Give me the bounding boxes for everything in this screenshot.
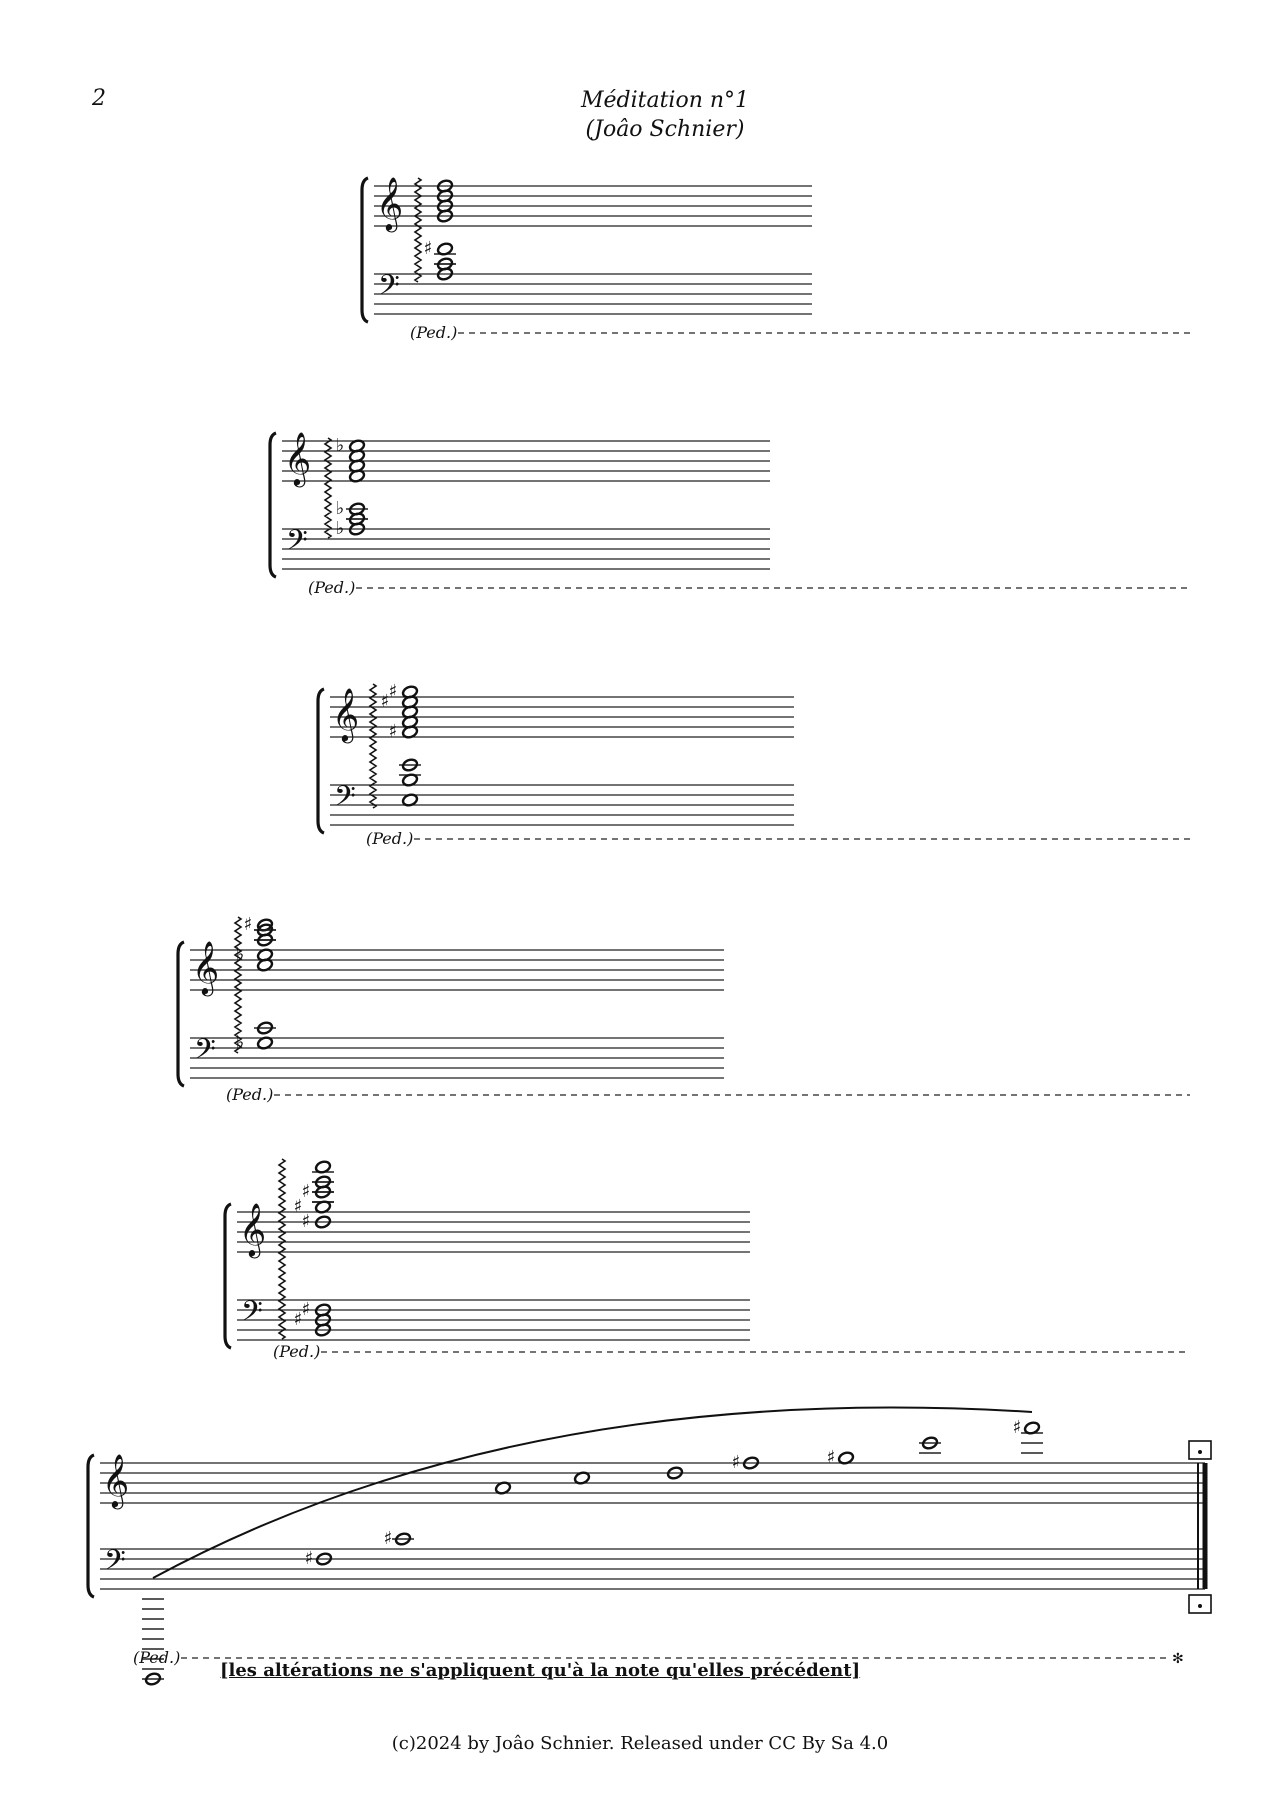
- pedal-marking: (Ped.): [308, 578, 356, 597]
- sharp-accidental: ♯: [243, 914, 253, 935]
- flat-accidental: ♭: [335, 518, 345, 539]
- page-number: 2: [92, 86, 106, 111]
- bass-clef: 𝄢: [194, 1033, 216, 1073]
- sharp-accidental: ♯: [826, 1447, 836, 1468]
- pedal-marking: (Ped.): [410, 323, 458, 342]
- sharp-accidental: ♯: [293, 1196, 303, 1217]
- arpeggio-sign: [325, 438, 331, 538]
- treble-clef: 𝄞: [284, 431, 312, 485]
- system-bracket: [225, 1204, 231, 1348]
- pedal-marking: (Ped.): [226, 1085, 274, 1104]
- bass-clef: 𝄢: [241, 1295, 263, 1335]
- bass-clef: 𝄢: [334, 780, 356, 820]
- flat-accidental: ♭: [235, 944, 245, 965]
- bass-clef: 𝄢: [286, 524, 308, 564]
- sharp-accidental: ♯: [423, 238, 433, 259]
- sharp-accidental: ♯: [380, 691, 390, 712]
- sharp-accidental: ♯: [388, 681, 398, 702]
- treble-clef: 𝄞: [239, 1202, 267, 1256]
- flat-accidental: ♭: [335, 435, 345, 456]
- treble-clef: 𝄞: [332, 687, 360, 741]
- treble-clef: 𝄞: [376, 176, 404, 230]
- sharp-accidental: ♯: [301, 1181, 311, 1202]
- sharp-accidental: ♯: [301, 1211, 311, 1232]
- fermata-dot-top: [1198, 1450, 1202, 1454]
- bass-clef: 𝄢: [378, 269, 400, 309]
- treble-clef: 𝄞: [192, 940, 220, 994]
- sharp-accidental: ♯: [304, 1548, 314, 1569]
- footnote: [les altérations ne s'appliquent qu'à la note qu'elles précédent]: [220, 1660, 861, 1681]
- arpeggio-sign: [279, 1159, 285, 1339]
- piece-title: Méditation n°1: [580, 88, 750, 113]
- pedal-marking: (Ped.): [366, 829, 414, 848]
- pedal-marking: (Ped.): [273, 1342, 321, 1361]
- pedal-release: ✻: [1172, 1651, 1184, 1667]
- system-bracket: [318, 689, 324, 833]
- treble-clef: 𝄞: [102, 1453, 130, 1507]
- system-bracket: [178, 942, 184, 1086]
- sharp-accidental: ♯: [388, 721, 398, 742]
- flat-accidental: ♭: [335, 498, 345, 519]
- system-bracket: [270, 433, 276, 577]
- sharp-accidental: ♯: [383, 1528, 393, 1549]
- copyright-notice: (c)2024 by Joâo Schnier. Released under CC By Sa 4.0: [391, 1733, 889, 1754]
- system-bracket: [362, 178, 368, 322]
- bass-clef: 𝄢: [104, 1544, 126, 1584]
- system-bracket: [88, 1455, 94, 1597]
- sharp-accidental: ♯: [293, 1309, 303, 1330]
- sharp-accidental: ♯: [731, 1452, 741, 1473]
- composer-name: (Joâo Schnier): [585, 117, 745, 142]
- arpeggio-sign: [415, 178, 421, 282]
- sharp-accidental: ♯: [1012, 1417, 1022, 1438]
- fermata-dot-bottom: [1198, 1604, 1202, 1608]
- arpeggio-sign: [370, 684, 376, 808]
- sharp-accidental: ♯: [301, 1299, 311, 1320]
- flat-accidental: ♭: [235, 1032, 245, 1053]
- pedal-marking: (Ped.): [133, 1648, 181, 1667]
